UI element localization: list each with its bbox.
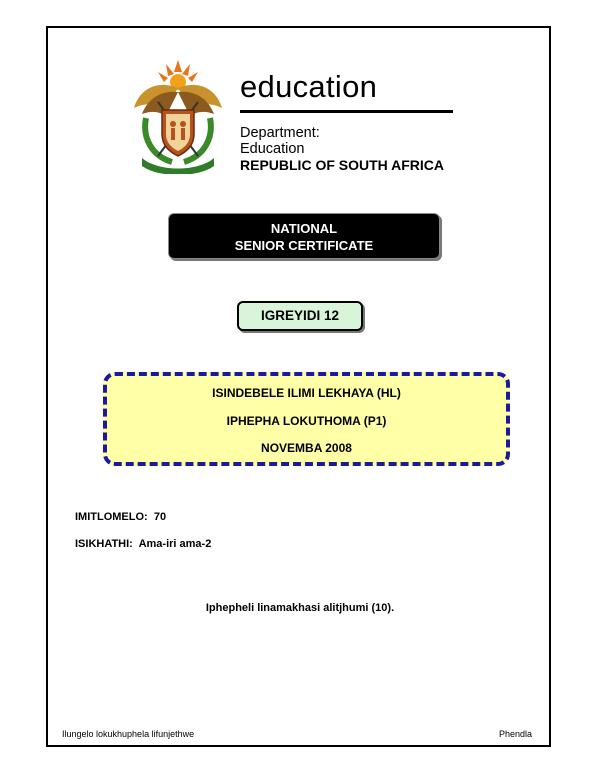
- certificate-line-1: NATIONAL: [270, 221, 338, 236]
- certificate-line-2: SENIOR CERTIFICATE: [234, 238, 374, 253]
- subject-panel: [103, 372, 510, 466]
- time-label: ISIKHATHI:: [75, 538, 133, 550]
- time-value: Ama-iri ama-2: [138, 538, 212, 550]
- marks-value: 70: [153, 511, 167, 523]
- grade-badge: IGREYIDI 12: [237, 301, 363, 331]
- marks-label: IMITLOMELO:: [75, 511, 148, 523]
- country-name: REPUBLIC OF SOUTH AFRICA: [240, 157, 445, 173]
- certificate-banner: [168, 213, 440, 259]
- continue-footer: Phendla: [498, 729, 532, 739]
- page-count-note: Iphepheli linamakhasi alitjhumi (10).: [205, 602, 395, 614]
- wordmark-rule: [240, 110, 453, 113]
- department-name: Education: [240, 141, 305, 157]
- marks-row: [75, 511, 166, 523]
- department-label: Department:: [240, 125, 320, 141]
- time-row: [75, 538, 211, 550]
- subject-paper: IPHEPHA LOKUTHOMA (P1): [226, 414, 387, 428]
- copyright-footer: Ilungelo lokukhuphela lifunjethwe: [62, 729, 195, 739]
- subject-language: ISINDEBELE ILIMI LEKHAYA (HL): [212, 386, 401, 400]
- education-wordmark: education: [240, 69, 378, 104]
- department-wordmark: [240, 70, 455, 173]
- coat-of-arms-icon: [128, 58, 228, 174]
- subject-session: NOVEMBA 2008: [261, 441, 352, 455]
